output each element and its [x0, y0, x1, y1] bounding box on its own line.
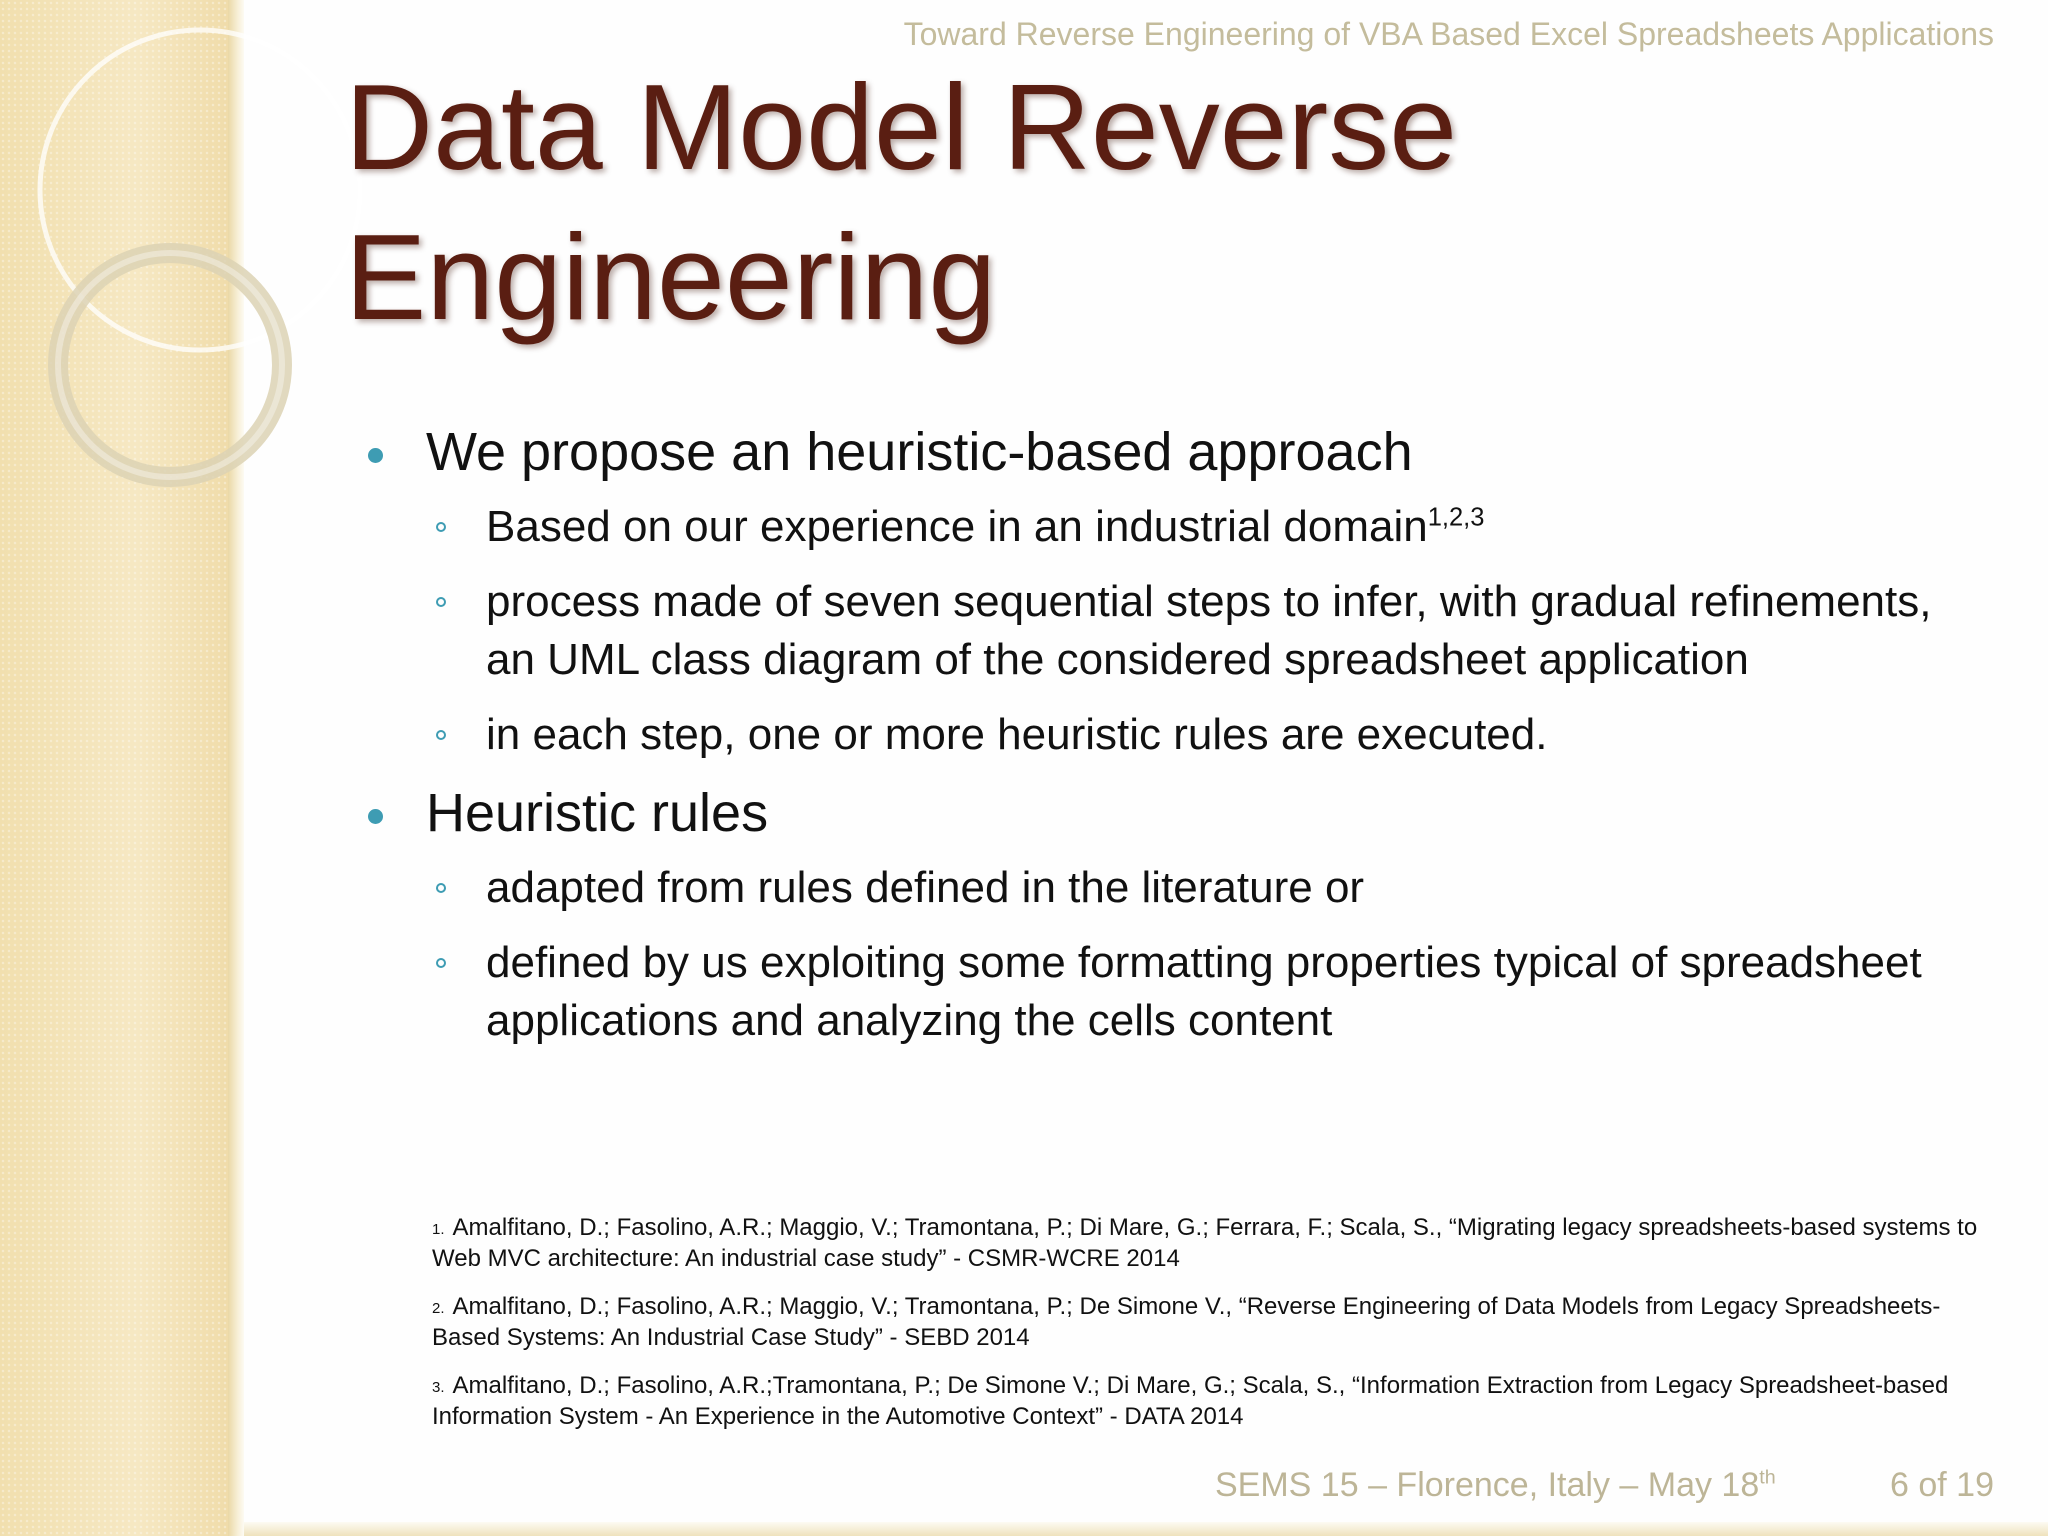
sub-bullet-ring-icon: [436, 730, 446, 740]
reference-number: 2.: [432, 1300, 445, 1317]
reference-item: [432, 1291, 1992, 1353]
footer-event-text: SEMS 15 – Florence, Italy – May 18: [1215, 1466, 1760, 1504]
reference-text: Amalfitano, D.; Fasolino, A.R.; Maggio, V.; Tramontana, P.; Di Mare, G.; Ferrara, F.; Scala, S., “Migrating legacy spreadsheets-based systems to Web MVC architecture: An industrial case study” - CSMR-WCRE 2014: [432, 1214, 1978, 1272]
sub-bullet-defined: [360, 934, 1980, 1050]
reference-list: [432, 1212, 1992, 1449]
sub-bullet-ring-icon: [436, 958, 446, 968]
page-number: 6 of 19: [1890, 1466, 1994, 1504]
bullet-heuristic-rules: [360, 781, 1980, 845]
title-line-1: Data Model Reverse: [345, 59, 1458, 195]
bullet-dot-icon: [368, 809, 383, 824]
sub-bullet-ring-icon: [436, 883, 446, 893]
decorative-band-edge: [228, 0, 244, 1536]
sub-bullet-text: in each step, one or more heuristic rules are executed.: [486, 710, 1548, 759]
title-line-2: Engineering: [345, 209, 997, 345]
reference-text: Amalfitano, D.; Fasolino, A.R.; Maggio, V.; Tramontana, P.; De Simone V., “Reverse Engineering of Data Models from Legacy Spreadsheets-Based Systems: An Industrial Case Study” - SEBD 2014: [432, 1293, 1941, 1351]
reference-number: 3.: [432, 1379, 445, 1396]
reference-number: 1.: [432, 1221, 445, 1238]
sub-bullet-adapted: [360, 859, 1980, 917]
sub-bullet-steps: [360, 706, 1980, 764]
sub-bullet-text: defined by us exploiting some formatting properties typical of spreadsheet applications and analyzing the cells content: [486, 938, 1922, 1045]
sub-bullet-ring-icon: [436, 597, 446, 607]
decorative-left-band: [0, 0, 228, 1536]
bullet-text: Heuristic rules: [426, 783, 769, 843]
reference-item: [432, 1212, 1992, 1274]
sub-bullet-process: [360, 573, 1980, 689]
footer-event: [1215, 1466, 1776, 1505]
bullet-approach: [360, 420, 1980, 484]
slide-title: [345, 52, 1745, 352]
footer-event-superscript: th: [1759, 1466, 1776, 1489]
decorative-bottom-strip: [244, 1522, 2048, 1536]
sub-bullet-text: process made of seven sequential steps to infer, with gradual refinements, an UML class diagram of the considered spreadsheet application: [486, 577, 1932, 684]
sub-bullet-ring-icon: [436, 522, 446, 532]
reference-text: Amalfitano, D.; Fasolino, A.R.;Tramontana, P.; De Simone V.; Di Mare, G.; Scala, S., “Information Extraction from Legacy Spreadsheet-based Information System - An Experience in the Automotive Context” - DATA 2014: [432, 1372, 1949, 1430]
sub-bullet-experience: [360, 498, 1980, 556]
citation-superscript: 1,2,3: [1427, 503, 1485, 532]
running-header: Toward Reverse Engineering of VBA Based Excel Spreadsheets Applications: [903, 16, 1994, 52]
bullet-list: [360, 420, 1980, 1067]
reference-item: [432, 1370, 1992, 1432]
sub-bullet-text: adapted from rules defined in the literature or: [486, 863, 1365, 912]
bullet-text: We propose an heuristic-based approach: [426, 422, 1413, 482]
sub-bullet-text: Based on our experience in an industrial domain: [486, 502, 1428, 551]
bullet-dot-icon: [368, 448, 383, 463]
